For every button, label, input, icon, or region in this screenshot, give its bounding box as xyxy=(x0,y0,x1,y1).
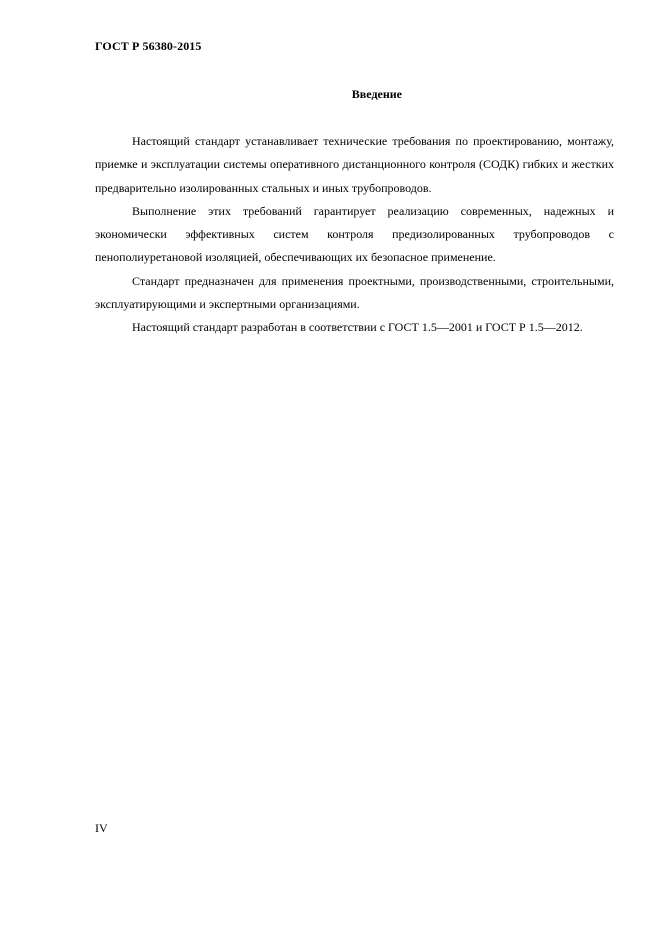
document-header-code: ГОСТ Р 56380-2015 xyxy=(95,39,202,53)
paragraph-audience: Стандарт предназначен для применения проектными, производственными, строительными, эксплуатирующими и экспертными организациями. xyxy=(95,273,614,312)
introduction-body xyxy=(95,130,614,340)
paragraph-compliance: Настоящий стандарт разработан в соответствии с ГОСТ 1.5—2001 и ГОСТ Р 1.5—2012. xyxy=(132,320,583,335)
page-number: IV xyxy=(95,821,108,835)
section-title: Введение xyxy=(351,87,402,101)
paragraph-scope: Настоящий стандарт устанавливает технические требования по проектированию, монтажу, приемке и эксплуатации системы оперативного дистанционного контроля (СОДК) гибких и жестких предварительно изолированных стальных и иных трубопроводов. xyxy=(95,134,614,195)
paragraph-benefits: Выполнение этих требований гарантирует реализацию современных, надежных и экономически эффективных систем контроля предизолированных трубопроводов с пенополиуретановой изоляцией, обеспечивающих их безопасное применение. xyxy=(95,203,614,265)
